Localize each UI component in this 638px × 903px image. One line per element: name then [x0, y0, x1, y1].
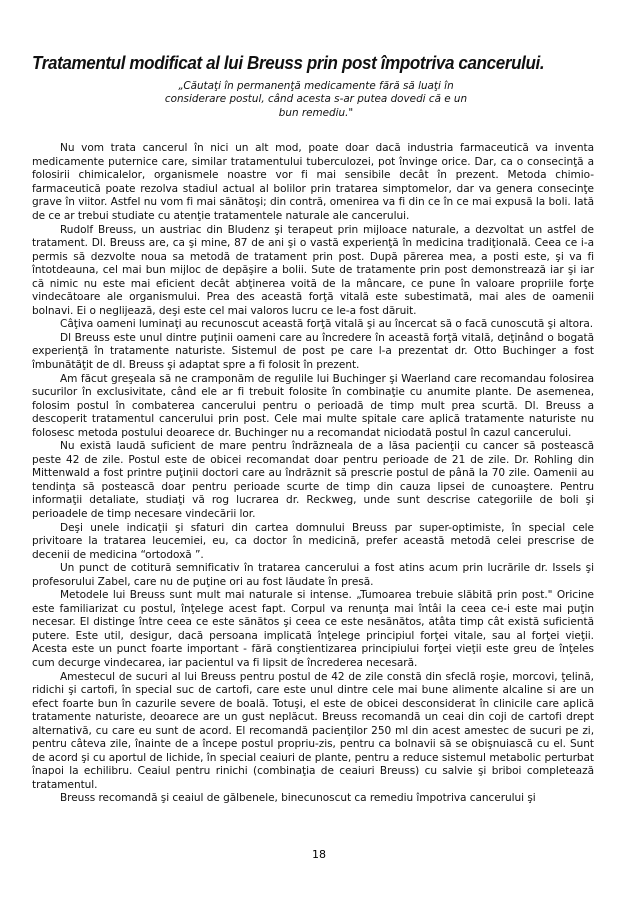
- paragraph: Un punct de cotitură semnificativ în tratarea cancerului a fost atins acum prin lucrările dr. Issels şi profesorului Zabel, care nu de puţine ori au fost lăudate în presă.: [32, 562, 594, 588]
- paragraph: Metodele lui Breuss sunt mult mai naturale si intense. „Tumoarea trebuie slăbită prin post." Oricine este familiarizat cu postul, înţelege acest fapt. Corpul va renunţa mai întâi la ceea ce-i este mai puţin necesar. El distinge între ceea ce este sănătos şi ceea ce este nesănătos, atâta timp cât există suficientă putere. Este util, desigur, dacă persoana implicată înţelege principiul forţei vitale, sau al forţei vieţii. Acesta este un punct foarte important - fără conştientizarea principiului forţei vieţii este greu de înţeles cum decurge vindecarea, iar pacientul va fi lipsit de încrederea necesară.: [32, 589, 594, 669]
- chapter-title: Tratamentul modificat al lui Breuss prin post împotriva cancerului.: [32, 52, 545, 73]
- body-text: [32, 142, 594, 806]
- page-number: 18: [312, 848, 326, 861]
- paragraph: Câţiva oameni luminaţi au recunoscut această forţă vitală şi au încercat să o facă cunoscută şi altora.: [60, 318, 594, 331]
- paragraph: Breuss recomandă şi ceaiul de gălbenele, binecunoscut ca remediu împotriva cancerului şi: [60, 792, 536, 805]
- paragraph: Rudolf Breuss, un austriac din Bludenz şi terapeut prin mijloace naturale, a dezvoltat un astfel de tratament. Dl. Breuss are, ca şi mine, 87 de ani şi o vastă experienţă în medicina tradiţională. Ceea ce i-a permis să dezvolte noua sa metodă de tratament prin post. După părerea mea, a posti este, şi va fi întotdeauna, cel mai bun mijloc de depăşire a bolii. Sute de tratamente prin post demonstrează iar şi iar că nimic nu este mai eficient decât abţinerea voită de la mâncare, ce pune în valoare propriile forţe vindecătoare ale organismului. Prea des această forţă vitală este subestimată, mai ales de oamenii bolnavi. Ei o neglijează, deşi este cel mai valoros lucru ce le-a fost dăruit.: [32, 223, 594, 317]
- paragraph: Am făcut greşeala să ne cramponăm de regulile lui Buchinger şi Waerland care recomandau folosirea sucurilor în exclusivitate, când ele ar fi trebuit folosite în combinaţie cu anumite plante. De asemenea, folosim postul în combaterea cancerului pentru o perioadă de timp mult prea scurtă. Dl. Breuss a descoperit tratamentul cancerului prin post. Cele mai multe spitale care aplică tratamente naturiste nu folosesc metoda postului deoarece dr. Buchinger nu a recomandat niciodată postul în cazul cancerului.: [32, 372, 594, 439]
- paragraph: Nu vom trata cancerul în nici un alt mod, poate doar dacă industria farmaceutică va inventa medicamente puternice care, similar tratamentului tuberculozei, pot învinge orice. Dar, ca o consecinţă a folosirii chimicalelor, organismele noastre vor fi mai sensibile decât în prezent. Metoda chimio-farmaceutică poate rezolva stadiul actual al bolilor prin tratarea simptomelor, dar va genera consecinţe grave în viitor. Astfel nu vom fi mai sănătoşi; din contră, omenirea va fi din ce în ce mai expusă la boli. Iată de ce ar trebui studiate cu atenţie tratamentele naturale ale cancerului.: [32, 142, 594, 222]
- paragraph: Nu există laudă suficient de mare pentru îndrăzneala de a lăsa pacienţii cu cancer să postească peste 42 de zile. Postul este de obicei recomandat doar pentru perioade de 21 de zile. Dr. Rohling din Mittenwald a fost printre puţinii doctori care au îndrăznit să prescrie postul de până la 70 zile. Oamenii au tendinţa să postească doar pentru perioade scurte de timp din cauza lipsei de cunoaştere. Pentru informaţii detaliate, studiaţi vă rog lucrarea dr. Reckweg, unde sunt descrise categoriile de boli şi perioadele de timp necesare vindecării lor.: [32, 440, 594, 520]
- paragraph: Dl Breuss este unul dintre puţinii oameni care au încredere în această forţă vitală, deţinând o bogată experienţă în tratamente naturiste. Sistemul de post pe care l-a prezentat dr. Otto Buchinger a fost îmbunătăţit de dl. Breuss şi adaptat spre a fi folosit în prezent.: [32, 331, 594, 371]
- epigraph-quote: „Căutaţi în permanenţă medicamente fără să luaţi în considerare postul, când acesta s-ar putea dovedi că e un bun remediu.": [164, 80, 468, 119]
- paragraph: Amestecul de sucuri al lui Breuss pentru postul de 42 de zile constă din sfeclă roşie, morcovi, ţelină, ridichi şi cartofi, în special suc de cartofi, care este unul dintre cele mai bune alimente alcaline si are un efect foarte bun în cazurile severe de boală. Totuşi, el este de obicei desconsiderat în clinicile care aplică tratamente naturiste, deoarece are un gust neplăcut. Breuss recomandă un ceai din coji de cartofi drept alternativă, cu care eu sunt de acord. El recomandă pacienţilor 250 ml din acest amestec de sucuri pe zi, pentru câteva zile, înainte de a începe postul propriu-zis, pentru ca bolnavii să se obişnuiască cu el. Sunt de acord şi cu aportul de lichide, în special ceaiuri de plante, pentru a reduce sistemul metabolic perturbat înapoi la echilibru. Ceaiul pentru rinichi (combinaţia de ceaiuri Breuss) cu salvie şi briboi completează tratamentul.: [32, 670, 594, 791]
- paragraph: Deşi unele indicaţii şi sfaturi din cartea domnului Breuss par super-optimiste, în special cele privitoare la tratarea leucemiei, eu, ca doctor în medicină, prefer această metodă celei prescrise de decenii de medicina “ortodoxă ”.: [32, 521, 594, 561]
